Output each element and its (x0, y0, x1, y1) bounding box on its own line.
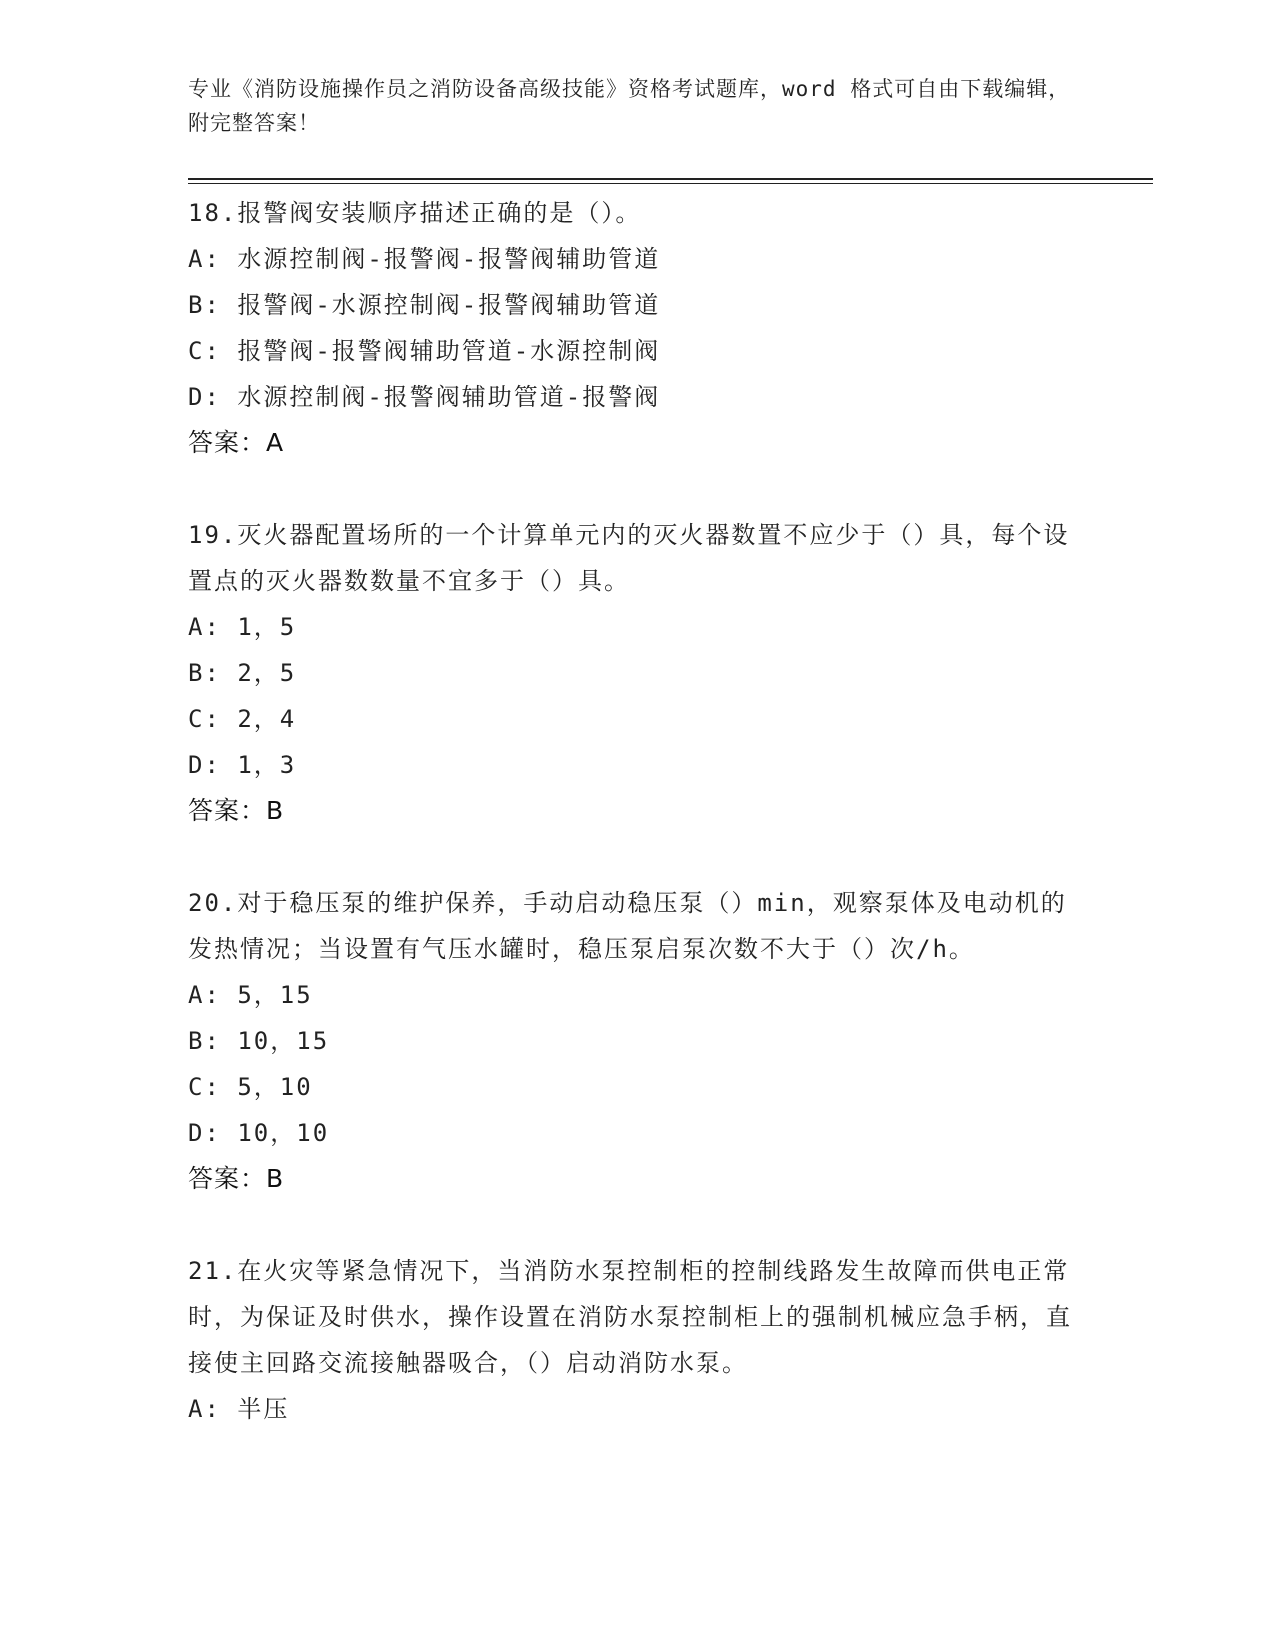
question-text: 20.对于稳压泵的维护保养，手动启动稳压泵（）min，观察泵体及电动机的发热情况；当设置有气压水罐时，稳压泵启泵次数不大于（）次/h。 (188, 889, 1067, 963)
option-b: B: 报警阀-水源控制阀-报警阀辅助管道 (188, 291, 661, 319)
question-18 (188, 190, 1088, 466)
option-d: D: 10，10 (188, 1119, 330, 1147)
question-text: 18.报警阀安装顺序描述正确的是（）。 (188, 199, 642, 227)
question-20 (188, 880, 1088, 1202)
option-b: B: 2，5 (188, 659, 297, 687)
option-a: A: 5，15 (188, 981, 313, 1009)
option-d: D: 1，3 (188, 751, 297, 779)
question-list (188, 190, 1088, 1478)
option-a: A: 水源控制阀-报警阀-报警阀辅助管道 (188, 245, 661, 273)
header-divider-thick (188, 178, 1153, 180)
page-header: 专业《消防设施操作员之消防设备高级技能》资格考试题库，word 格式可自由下载编辑，附完整答案！ (188, 77, 1071, 135)
answer-text: 答案：A (188, 428, 285, 457)
option-c: C: 2，4 (188, 705, 297, 733)
option-a: A: 1，5 (188, 613, 297, 641)
option-b: B: 10，15 (188, 1027, 330, 1055)
option-d: D: 水源控制阀-报警阀辅助管道-报警阀 (188, 383, 661, 411)
option-a: A: 半压 (188, 1395, 290, 1423)
question-text: 19.灭火器配置场所的一个计算单元内的灭火器数置不应少于（）具，每个设置点的灭火器数数量不宜多于（）具。 (188, 521, 1070, 595)
answer-text: 答案：B (188, 1164, 285, 1193)
header-divider-thin (188, 183, 1153, 184)
question-19 (188, 512, 1088, 834)
option-c: C: 5，10 (188, 1073, 313, 1101)
option-c: C: 报警阀-报警阀辅助管道-水源控制阀 (188, 337, 661, 365)
question-text: 21.在火灾等紧急情况下，当消防水泵控制柜的控制线路发生故障而供电正常时，为保证及时供水，操作设置在消防水泵控制柜上的强制机械应急手柄，直接使主回路交流接触器吸合，（）启动消防水泵。 (188, 1257, 1072, 1377)
question-21 (188, 1248, 1088, 1432)
answer-text: 答案：B (188, 796, 285, 825)
